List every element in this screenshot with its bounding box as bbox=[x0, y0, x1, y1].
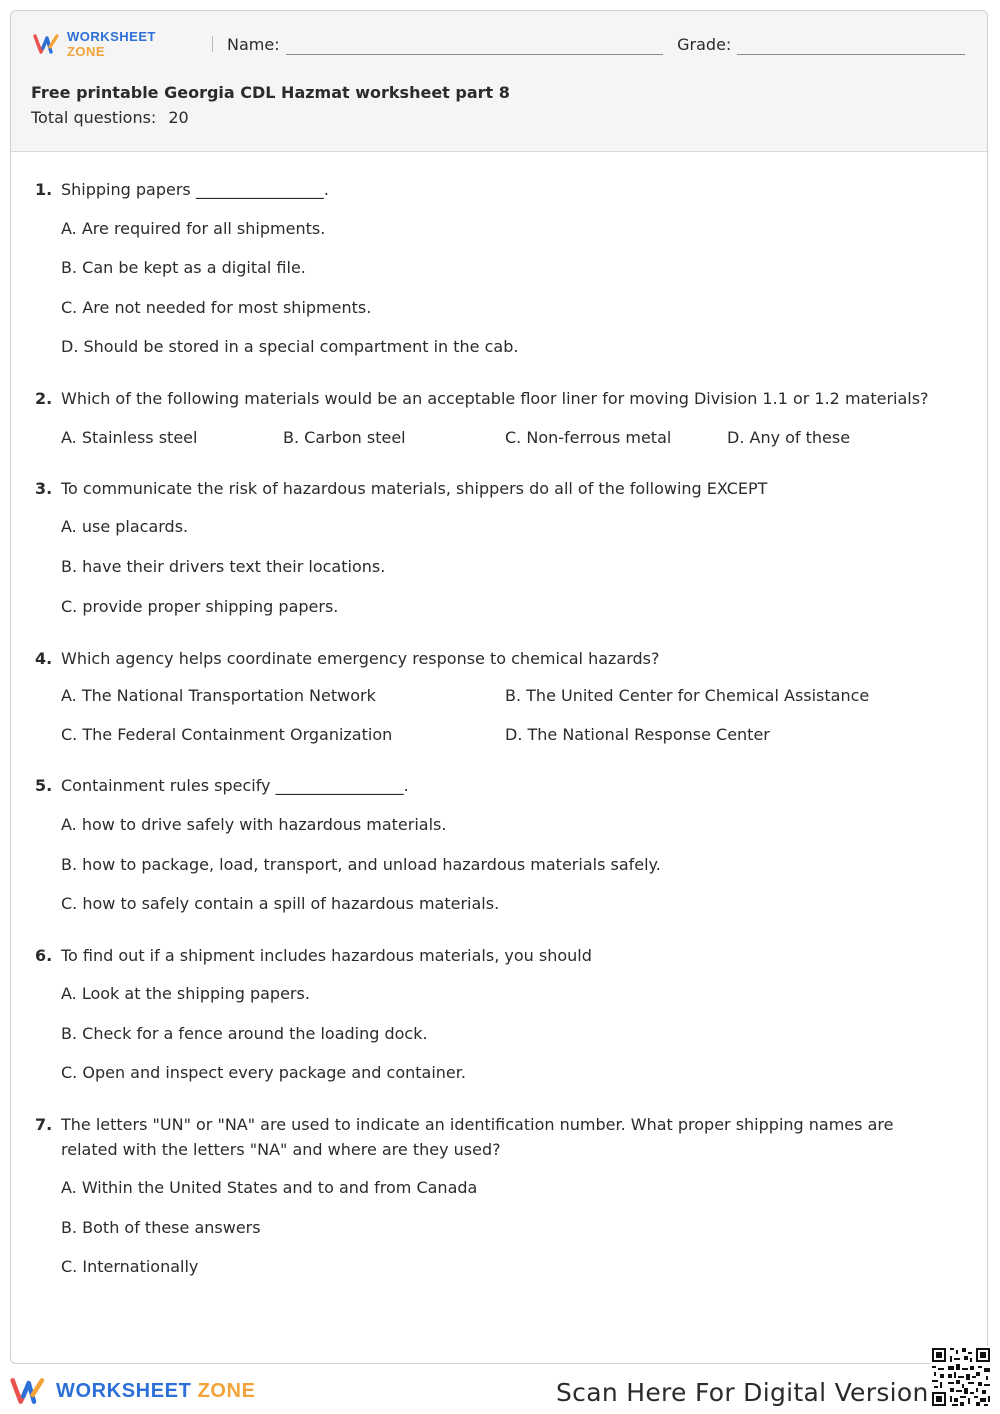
worksheetzone-logo-icon bbox=[33, 33, 63, 55]
option-3c[interactable]: C. provide proper shipping papers. bbox=[61, 597, 339, 616]
question-number: 6. bbox=[35, 946, 53, 965]
brand-divider bbox=[212, 36, 213, 52]
option-1a[interactable]: A. Are required for all shipments. bbox=[61, 219, 326, 238]
option-6a[interactable]: A. Look at the shipping papers. bbox=[61, 984, 310, 1003]
brand-row bbox=[33, 31, 965, 57]
footer-brand-word-zone: ZONE bbox=[197, 1379, 256, 1402]
option-5c[interactable]: C. how to safely contain a spill of hazardous materials. bbox=[61, 894, 500, 913]
question-number: 5. bbox=[35, 776, 53, 795]
option-3b[interactable]: B. have their drivers text their locations. bbox=[61, 557, 386, 576]
scan-instruction: Scan Here For Digital Version bbox=[556, 1378, 929, 1407]
question-number: 3. bbox=[35, 479, 53, 498]
name-field[interactable] bbox=[286, 38, 664, 55]
option-2b[interactable]: B. Carbon steel bbox=[283, 428, 406, 447]
option-5b[interactable]: B. how to package, load, transport, and unload hazardous materials safely. bbox=[61, 855, 661, 874]
question-text: To communicate the risk of hazardous materials, shippers do all of the following EXCEPT bbox=[61, 479, 768, 498]
footer-brand-word-worksheet: WORKSHEET bbox=[56, 1379, 192, 1402]
option-7c[interactable]: C. Internationally bbox=[61, 1257, 199, 1276]
question-text: To find out if a shipment includes hazardous materials, you should bbox=[61, 946, 592, 965]
worksheet-title: Free printable Georgia CDL Hazmat worksheet part 8 bbox=[31, 83, 510, 102]
question-text: Which agency helps coordinate emergency response to chemical hazards? bbox=[61, 649, 660, 668]
qr-code-icon[interactable] bbox=[930, 1346, 992, 1408]
option-4b[interactable]: B. The United Center for Chemical Assistance bbox=[505, 686, 870, 705]
worksheet-header bbox=[11, 11, 987, 152]
brand-word-zone: ZONE bbox=[66, 44, 106, 59]
option-7a[interactable]: A. Within the United States and to and from Canada bbox=[61, 1178, 478, 1197]
question-text: The letters "UN" or "NA" are used to indicate an identification number. What proper shipping names are related with the letters "NA" and where are they used? bbox=[61, 1115, 894, 1159]
question-text: Shipping papers ________________. bbox=[61, 180, 329, 199]
name-label: Name: bbox=[227, 34, 280, 54]
question-number: 2. bbox=[35, 389, 53, 408]
option-1d[interactable]: D. Should be stored in a special compartment in the cab. bbox=[61, 337, 519, 356]
option-1b[interactable]: B. Can be kept as a digital file. bbox=[61, 258, 306, 277]
option-3a[interactable]: A. use placards. bbox=[61, 517, 189, 536]
footer-brand[interactable] bbox=[10, 1375, 256, 1407]
grade-field[interactable] bbox=[737, 38, 965, 55]
option-2a[interactable]: A. Stainless steel bbox=[61, 428, 198, 447]
question-text: Containment rules specify ________________. bbox=[61, 776, 409, 795]
question-number: 7. bbox=[35, 1115, 53, 1134]
option-7b[interactable]: B. Both of these answers bbox=[61, 1218, 261, 1237]
worksheet-sheet bbox=[10, 10, 988, 1364]
option-2c[interactable]: C. Non-ferrous metal bbox=[505, 428, 672, 447]
option-4c[interactable]: C. The Federal Containment Organization bbox=[61, 725, 393, 744]
worksheetzone-logo-icon bbox=[10, 1375, 50, 1407]
grade-label: Grade: bbox=[677, 34, 732, 54]
option-4a[interactable]: A. The National Transportation Network bbox=[61, 686, 376, 705]
question-text: Which of the following materials would be an acceptable floor liner for moving Division 1.1 or 1.2 materials? bbox=[61, 389, 929, 408]
option-1c[interactable]: C. Are not needed for most shipments. bbox=[61, 298, 372, 317]
option-2d[interactable]: D. Any of these bbox=[727, 428, 851, 447]
total-questions-value: 20 bbox=[168, 108, 189, 127]
option-6c[interactable]: C. Open and inspect every package and container. bbox=[61, 1063, 466, 1082]
option-4d[interactable]: D. The National Response Center bbox=[505, 725, 770, 744]
total-questions-label: Total questions: bbox=[31, 108, 157, 127]
question-number: 4. bbox=[35, 649, 53, 668]
footer-brand-name bbox=[56, 1380, 256, 1403]
brand-word-worksheet: WORKSHEET bbox=[66, 29, 156, 44]
option-5a[interactable]: A. how to drive safely with hazardous materials. bbox=[61, 815, 447, 834]
option-6b[interactable]: B. Check for a fence around the loading dock. bbox=[61, 1024, 428, 1043]
question-number: 1. bbox=[35, 180, 53, 199]
brand-name bbox=[67, 29, 198, 59]
total-questions bbox=[31, 108, 189, 127]
